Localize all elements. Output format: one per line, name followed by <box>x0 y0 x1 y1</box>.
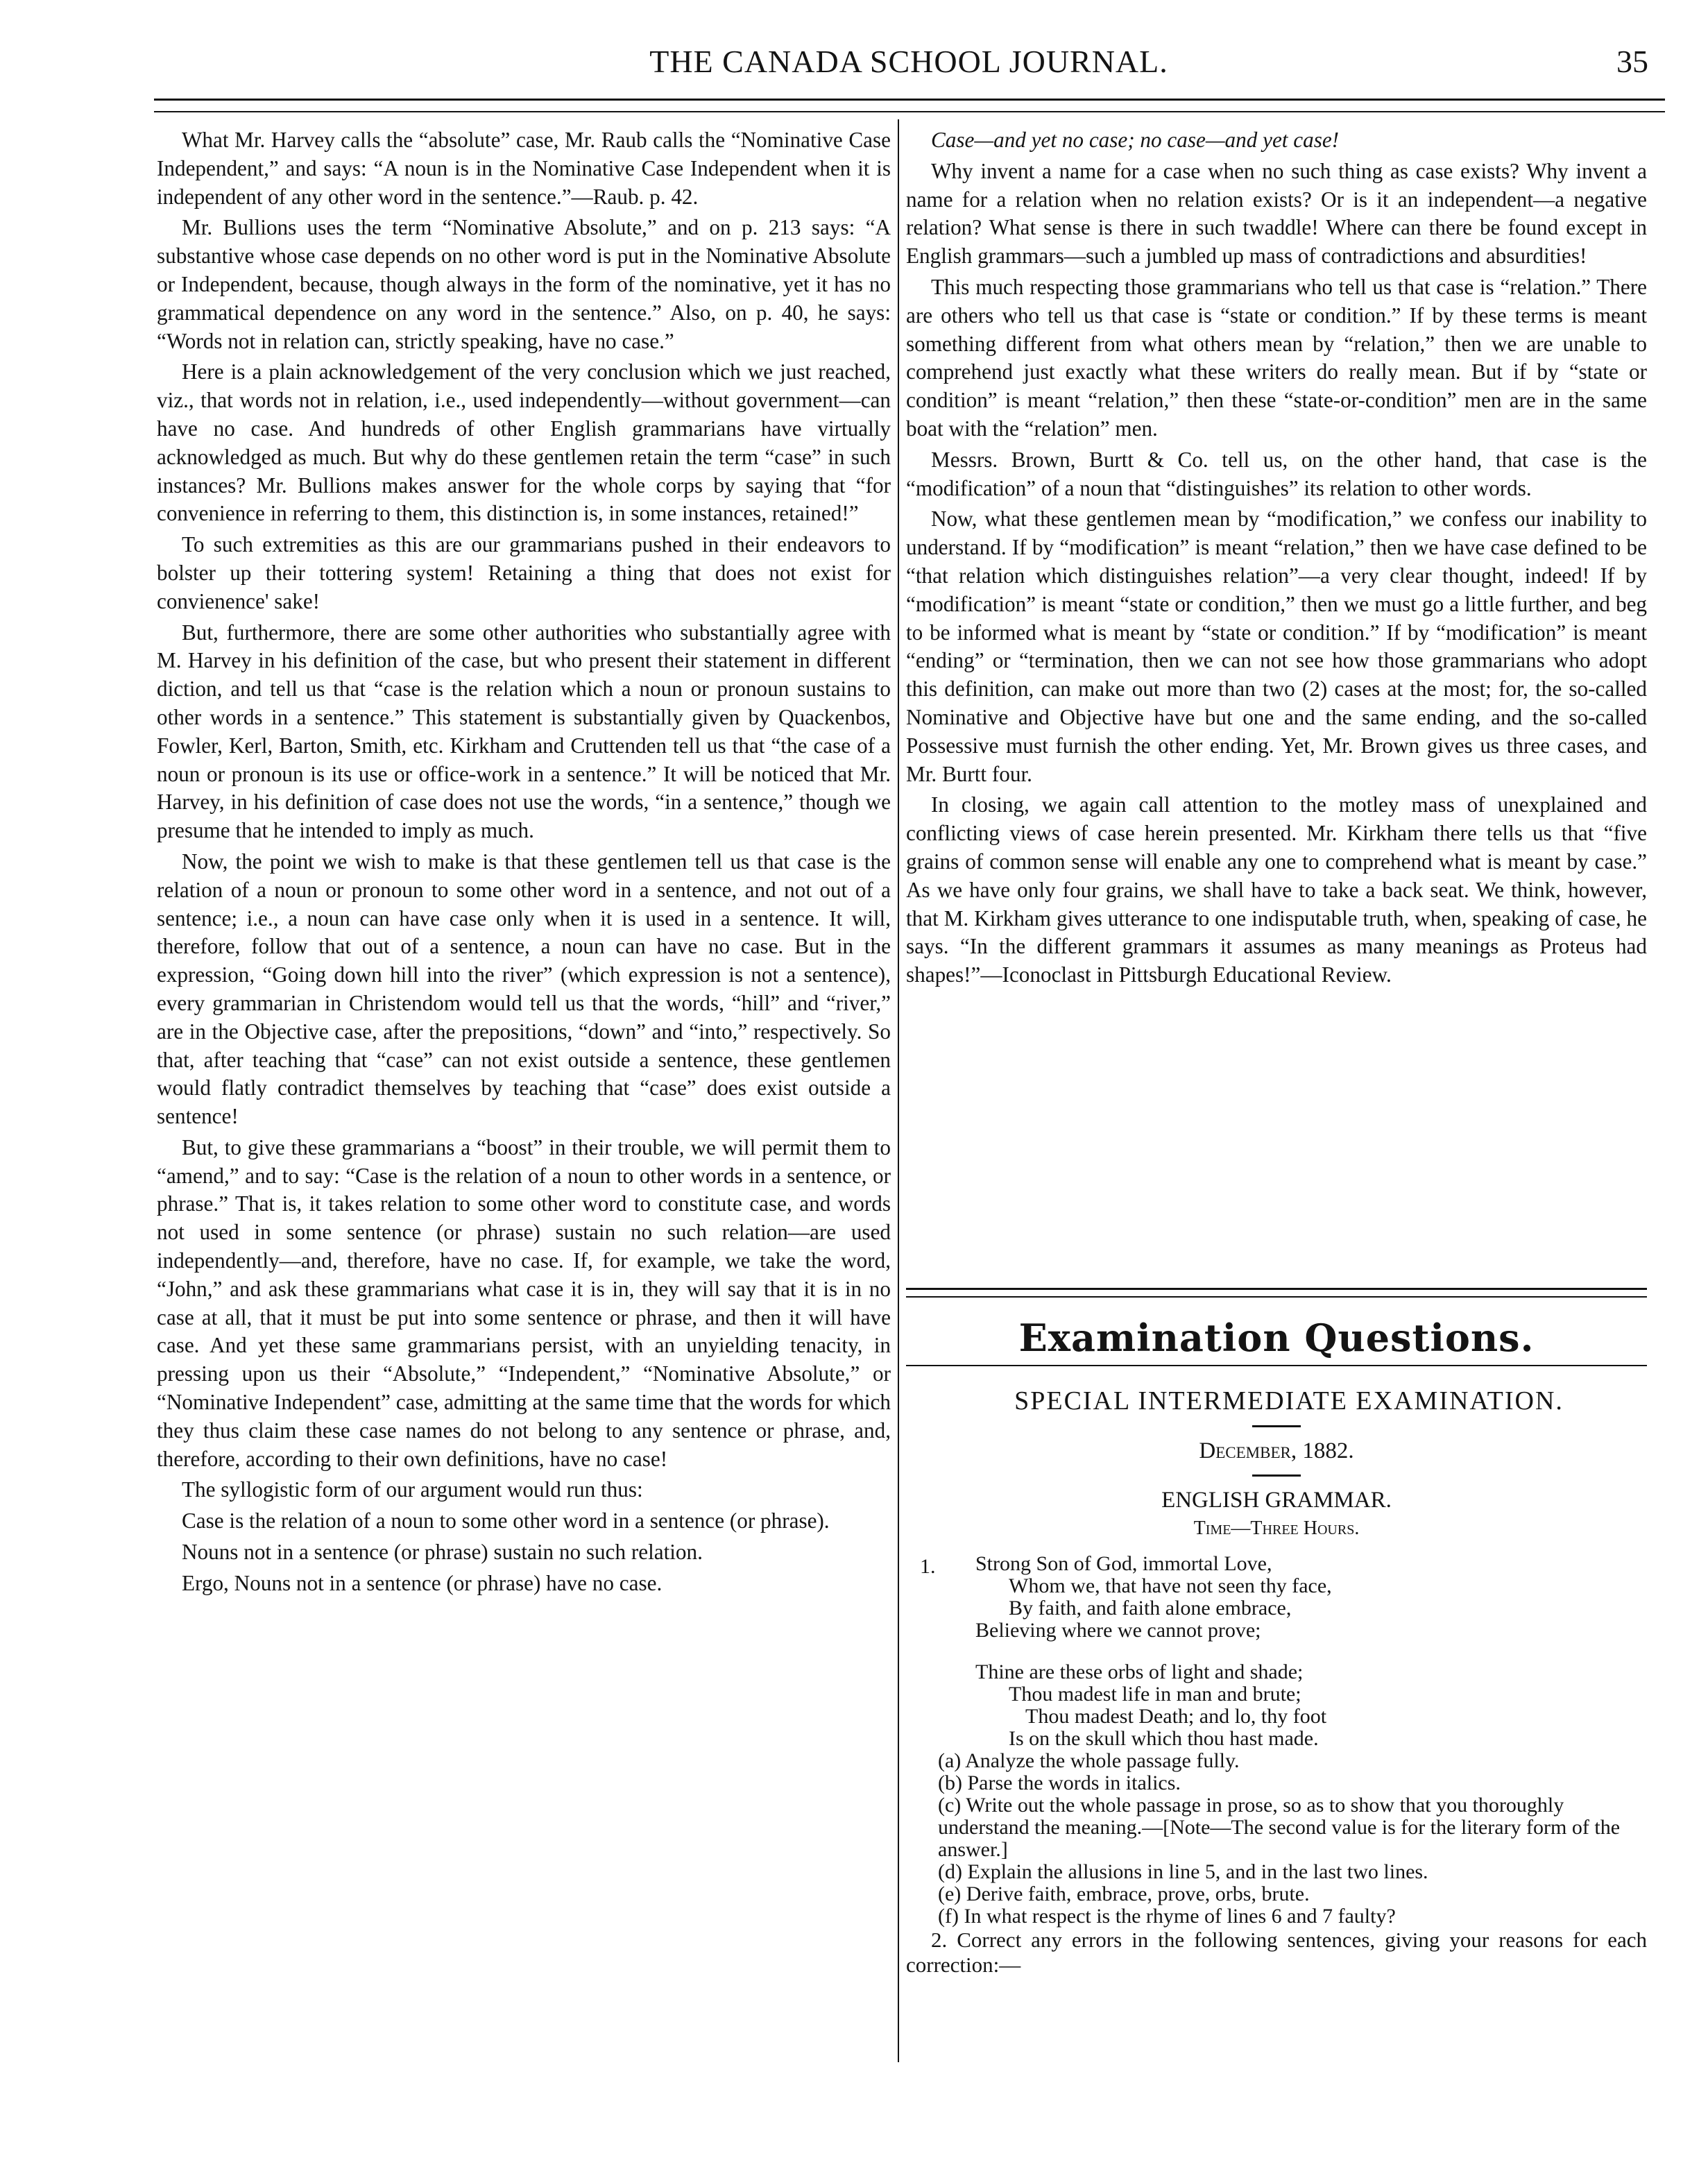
poem-line: Thou madest life in man and brute; <box>1009 1682 1301 1706</box>
journal-title: THE CANADA SCHOOL JOURNAL. <box>649 44 1168 79</box>
paragraph: Now, the point we wish to make is that these gentlemen tell us that case is the relation of a noun or pronoun to some other word in a sentence, and not out of a sentence; i.e., a noun can have case only when it is used in a sentence. It will, therefore, follow that out of a sentence, a noun can have no case. But in the expression, “Going down hill into the river” (which expression is not a sentence), every grammarian in Christendom would tell us that the words, “hill” and “river,” are in the Objective case, after the prepositions, “down” and “into,” respectively. So that, after teaching that “case” can not exist outside a sentence, these gentlemen would flatly contradict themselves by teaching that “case” does exist outside a sentence! <box>157 849 891 1129</box>
question-part: (c) Write out the whole passage in prose, so as to show that you thoroughly understand the meaning.—[Note—The second value is for the literary form of the answer.] <box>938 1793 1621 1861</box>
header-rule-top <box>154 99 1665 101</box>
left-column <box>157 126 891 1601</box>
poem-line <box>975 1642 1647 1661</box>
paragraph: Now, what these gentlemen mean by “modification,” we confess our inability to understand. If by “modification” is meant “relation,” then we have case defined to be “that relation which distinguishes relation”—a very clear thought, indeed! If by “modification” is meant “state or condition,” then we must go a little further, and beg to be informed what is meant by “state or condition.” If by “modification” is meant “ending” or “termination, then we can not see how those grammarians who adopt this definition, can make out more than two (2) cases at the most; for, the so-called Nominative and Objective have but one and the same ending, and the so-called Possessive must furnish the other ending. Yet, Mr. Brown gives us three cases, and Mr. Burtt four. <box>906 507 1647 786</box>
short-rule <box>1252 1474 1301 1477</box>
poem-line: Strong Son of God, immortal Love, <box>975 1552 1272 1575</box>
paragraph: To such extremities as this are our grammarians pushed in their endeavors to bolster up their tottering system! Retaining a thing that does not exist for convienence' sake! <box>157 532 891 613</box>
exam-section <box>906 1316 1647 1980</box>
question-1 <box>906 1553 1647 1750</box>
right-column-article <box>906 126 1647 992</box>
exam-time: Time—Three Hours. <box>1193 1518 1360 1540</box>
poem-line: Thou madest Death; and lo, thy foot <box>1025 1704 1327 1728</box>
poem <box>975 1553 1647 1750</box>
poem-line: Thine are these orbs of light and shade; <box>975 1660 1304 1683</box>
paragraph: Mr. Bullions uses the term “Nominative Absolute,” and on p. 213 says: “A substantive whose case depends on no other word is put in the Nominative Absolute or Independent, because, though always in the form of the nominative, yet it has no grammatical dependence on any word in the sentence.” Also, on p. 40, he says: “Words not in relation can, strictly speaking, have no case.” <box>157 215 891 353</box>
question-parts <box>938 1750 1647 1928</box>
column-divider <box>898 119 899 2062</box>
syllogism-line: Nouns not in a sentence (or phrase) sustain no such relation. <box>182 1540 703 1565</box>
paragraph: Case—and yet no case; no case—and yet case! <box>931 128 1340 152</box>
syllogism-line: Ergo, Nouns not in a sentence (or phrase) have no case. <box>182 1570 663 1595</box>
question-part: (a) Analyze the whole passage fully. <box>938 1749 1240 1772</box>
question-part: (d) Explain the allusions in line 5, and in the last two lines. <box>938 1860 1428 1883</box>
poem-line: By faith, and faith alone embrace, <box>1009 1596 1292 1620</box>
paragraph: This much respecting those grammarians who tell us that case is “relation.” There are others who tell us that case is “state or condition.” If by these terms is meant something different from what others mean by “relation,” then we are unable to comprehend just exactly what these writers do really mean. But if by “state or condition” is meant “relation,” then these “state-or-condition” men are in the same boat with the “relation” men. <box>906 274 1647 441</box>
question-part: (b) Parse the words in italics. <box>938 1771 1181 1794</box>
question-2: 2. Correct any errors in the following sentences, giving your reasons for each correction:— <box>906 1927 1647 1977</box>
paragraph: The syllogistic form of our argument would run thus: <box>182 1477 643 1502</box>
exam-subject: ENGLISH GRAMMAR. <box>1161 1488 1392 1513</box>
paragraph: Messrs. Brown, Burtt & Co. tell us, on the other hand, that case is the “modification” of a noun that “distinguishes” its relation to other words. <box>906 447 1647 500</box>
paragraph: What Mr. Harvey calls the “absolute” case, Mr. Raub calls the “Nominative Case Independent,” and says: “A noun is in the Nominative Case Independent when it is independent of any other word in the sentence.”—Raub. p. 42. <box>157 128 891 209</box>
short-rule <box>1252 1425 1301 1427</box>
section-rule-top <box>906 1288 1647 1290</box>
question-part: (f) In what respect is the rhyme of lines 6 and 7 faulty? <box>938 1904 1396 1928</box>
exam-subheading: SPECIAL INTERMEDIATE EXAMINATION. <box>1014 1386 1564 1416</box>
page-number: 35 <box>1616 44 1648 79</box>
paragraph: Here is a plain acknowledgement of the very conclusion which we just reached, viz., that words not in relation, i.e., used independently—without government—can have no case. And hundreds of other English grammarians have virtually acknowledged as much. But why do these gentlemen retain the term “case” in such instances? Mr. Bullions makes answer for the whole corps by saying that “for convenience in referring to them, this distinction is, in some instances, retained!” <box>157 359 891 526</box>
section-rule-bottom <box>906 1296 1647 1298</box>
question-part: (e) Derive faith, embrace, prove, orbs, brute. <box>938 1882 1310 1905</box>
section-heading: Examination Questions. <box>1018 1316 1535 1360</box>
syllogism-line: Case is the relation of a noun to some other word in a sentence (or phrase). <box>182 1508 830 1533</box>
poem-line: Believing where we cannot prove; <box>975 1618 1261 1642</box>
paragraph: But, furthermore, there are some other authorities who substantially agree with M. Harvey in his definition of the case, but who present their statement in different diction, and tell us that “case is the relation which a noun or pronoun sustains to other words in a sentence.” This statement is substantially given by Quackenbos, Fowler, Kerl, Barton, Smith, etc. Kirkham and Cruttenden tell us that “the case of a noun or pronoun is its use or office-work in a sentence.” It will be noticed that Mr. Harvey, in his definition of case does not use the words, “in a sentence,” though we presume that he intended to imply as much. <box>157 620 891 843</box>
poem-line: Is on the skull which thou hast made. <box>1009 1726 1319 1750</box>
poem-line: Whom we, that have not seen thy face, <box>1009 1574 1332 1597</box>
question-number: 1. <box>920 1554 936 1578</box>
exam-date: December, 1882. <box>1199 1438 1354 1463</box>
header-rule-bottom <box>154 111 1665 112</box>
page-header <box>153 43 1665 92</box>
paragraph: Why invent a name for a case when no such thing as case exists? Why invent a name for a relation when no relation exists? Or is it an independent—a negative relation? What sense is there in such twaddle! Where can there be found except in English grammars—such a jumbled up mass of contradictions and absurdities! <box>906 158 1647 269</box>
heading-rule <box>906 1365 1647 1366</box>
paragraph: But, to give these grammarians a “boost” in their trouble, we will permit them to “amend,” and to say: “Case is the relation of a noun to other words in a sentence, or phrase.” That is, it takes relation to some other word to constitute case, and words not used in some sentence (or phrase) sustain no such relation—are used independently—and, therefore, have no case. If, for example, we take the word, “John,” and ask these grammarians what case it is in, they will say that it is in no case at all, that it must be put into some sentence or phrase, and then it will have case. And yet these same grammarians persist, with an unyielding tenacity, in pressing upon us their “Absolute,” “Independent,” “Nominative Absolute,” or “Nominative Independent” case, admitting at the same time that the words for which they thus claim these case names do not belong to any sentence or phrase, and, therefore, according to their own definitions, have no case! <box>157 1134 891 1471</box>
paragraph: In closing, we again call attention to the motley mass of unexplained and conflicting views of case herein presented. Mr. Kirkham there tells us that “five grains of common sense will enable any one to comprehend what is meant by case.” As we have only four grains, we shall have to take a back seat. We think, however, that M. Kirkham gives utterance to one indisputable truth, when, speaking of case, he says. “In the different grammars it assumes as many meanings as Proteus had shapes!”—Iconoclast in Pittsburgh Educational Review. <box>906 792 1647 987</box>
